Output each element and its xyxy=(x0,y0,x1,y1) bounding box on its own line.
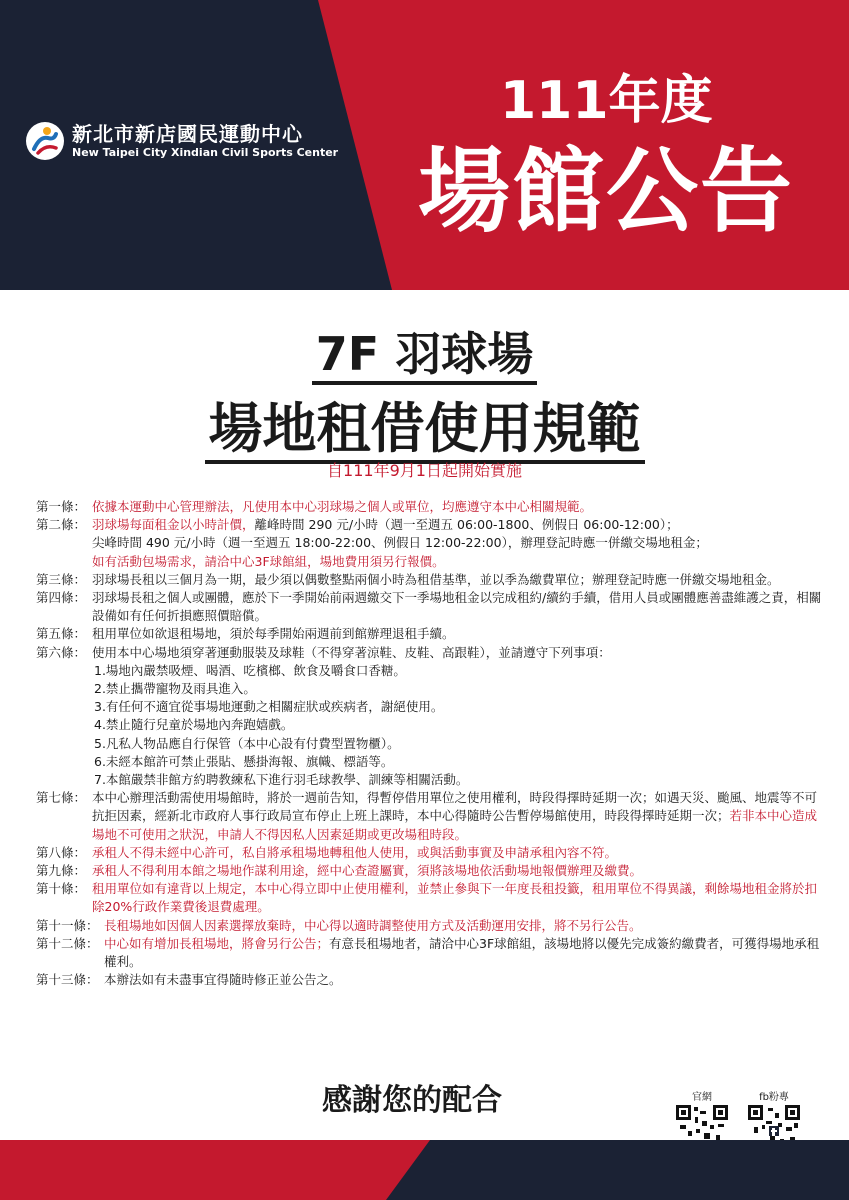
list-item: 5.凡私人物品應自行保管（本中心設有付費型置物櫃）。 xyxy=(94,735,400,751)
year-label: 111年度 xyxy=(500,71,713,131)
announcement-heading: 場館公告 xyxy=(418,138,795,245)
rule-9: 第九條： 承租人不得利用本館之場地作謀利用途，經中心查證屬實，須將該場地依活動場地報價辦理及繳費。 xyxy=(36,863,643,879)
venue-title: 7F 羽球場 xyxy=(0,318,849,384)
org-logo xyxy=(26,122,338,160)
rule-3: 第三條： 羽球場長租以三個月為一期，最少須以偶數整點兩個小時為租借基準，並以季為繳費單位；辦理登記時應一併繳交場地租金。 xyxy=(36,571,780,587)
list-item: 6.未經本館許可禁止張貼、懸掛海報、旗幟、標語等。 xyxy=(94,753,394,769)
rule-2: 第二條： 羽球場每面租金以小時計價，離峰時間 290 元/小時（週一至週五 06:00-1800、例假日 06:00-12:00）； 尖峰時間 490 元/小時（週一至週五 18:00-22:00、例假日 12:00-22:00），辦理登記時應一併繳交場地租金； 如有活動包場需求，請洽中心3F球館組，場地費用須另行報價。 xyxy=(36,517,708,569)
qr-website-label: 官網 xyxy=(692,1092,712,1103)
rule-4: 第四條： 羽球場長租之個人或團體，應於下一季開始前兩週繳交下一季場地租金以完成租約/續約手續，借用人員或團體應善盡維護之責，相關設備如有任何折損應照價賠償。 xyxy=(36,590,822,624)
rule-7: 第七條： 本中心辦理活動需使用場館時，將於一週前告知，得暫停借用單位之使用權利，時段得擇時延期一次；如遇天災、颱風、地震等不可抗拒因素，經新北市政府人事行政局宣布停止上班上課時，本中心得隨時公告暫停場館使用，時段得擇時延期一次；若非本中心造成場地不可使用之狀況，申請人不得因私人因素延期或更改場租時段。 xyxy=(36,790,818,842)
rule-10: 第十條： 租用單位如有違背以上規定，本中心得立即中止使用權利，並禁止參與下一年度長租投籤，租用單位不得異議，剩餘場地租金將於扣除20%行政作業費後退費處理。 xyxy=(36,881,818,915)
rule-6-items xyxy=(36,662,826,789)
list-item: 2.禁止攜帶寵物及雨具進入。 xyxy=(94,681,256,697)
org-emblem-icon xyxy=(26,122,64,160)
rules-list xyxy=(36,498,826,989)
org-name-cn: 新北市新店國民運動中心 xyxy=(72,122,303,146)
rule-13: 第十三條： 本辦法如有未盡事宜得隨時修正並公告之。 xyxy=(36,972,342,988)
rule-6: 第六條： 使用本中心場地須穿著運動服裝及球鞋（不得穿著涼鞋、皮鞋、高跟鞋），並請遵守下列事項： xyxy=(36,644,611,660)
rule-8: 第八條： 承租人不得未經中心許可，私自將承租場地轉租他人使用，或與活動事實及申請承租內容不符。 xyxy=(36,844,618,860)
footer-band xyxy=(0,1140,849,1200)
list-item: 7.本館嚴禁非館方約聘教練私下進行羽毛球教學、訓練等相關活動。 xyxy=(94,772,469,788)
list-item: 1.場地內嚴禁吸煙、喝酒、吃檳榔、飲食及嚼食口香糖。 xyxy=(94,662,406,678)
org-name-en: New Taipei City Xindian Civil Sports Center xyxy=(72,146,339,159)
rule-5: 第五條： 租用單位如欲退租場地，須於每季開始兩週前到館辦理退租手續。 xyxy=(36,626,455,642)
thanks-message: 感謝您的配合 xyxy=(322,1083,502,1118)
qr-fb-label: fb粉專 xyxy=(759,1092,789,1103)
document-title: 場地租借使用規範 xyxy=(0,386,849,463)
header-banner xyxy=(0,0,849,290)
list-item: 3.有任何不適宜從事場地運動之相關症狀或疾病者，謝絕使用。 xyxy=(94,699,444,715)
rule-12: 第十二條： 中心如有增加長租場地，將會另行公告；有意長租場地者，請洽中心3F球館組，該場地將以優先完成簽約繳費者，可獲得場地承租權利。 xyxy=(36,935,820,970)
rule-1: 第一條： 依據本運動中心管理辦法，凡使用本中心羽球場之個人或單位，均應遵守本中心相關規範。 xyxy=(36,499,593,514)
list-item: 4.禁止隨行兒童於場地內奔跑嬉戲。 xyxy=(94,717,294,733)
effective-date: 自111年9月1日起開始實施 xyxy=(327,461,522,480)
rule-11: 第十一條： 長租場地如因個人因素選擇放棄時，中心得以適時調整使用方式及活動運用安排，將不另行公告。 xyxy=(36,917,642,933)
